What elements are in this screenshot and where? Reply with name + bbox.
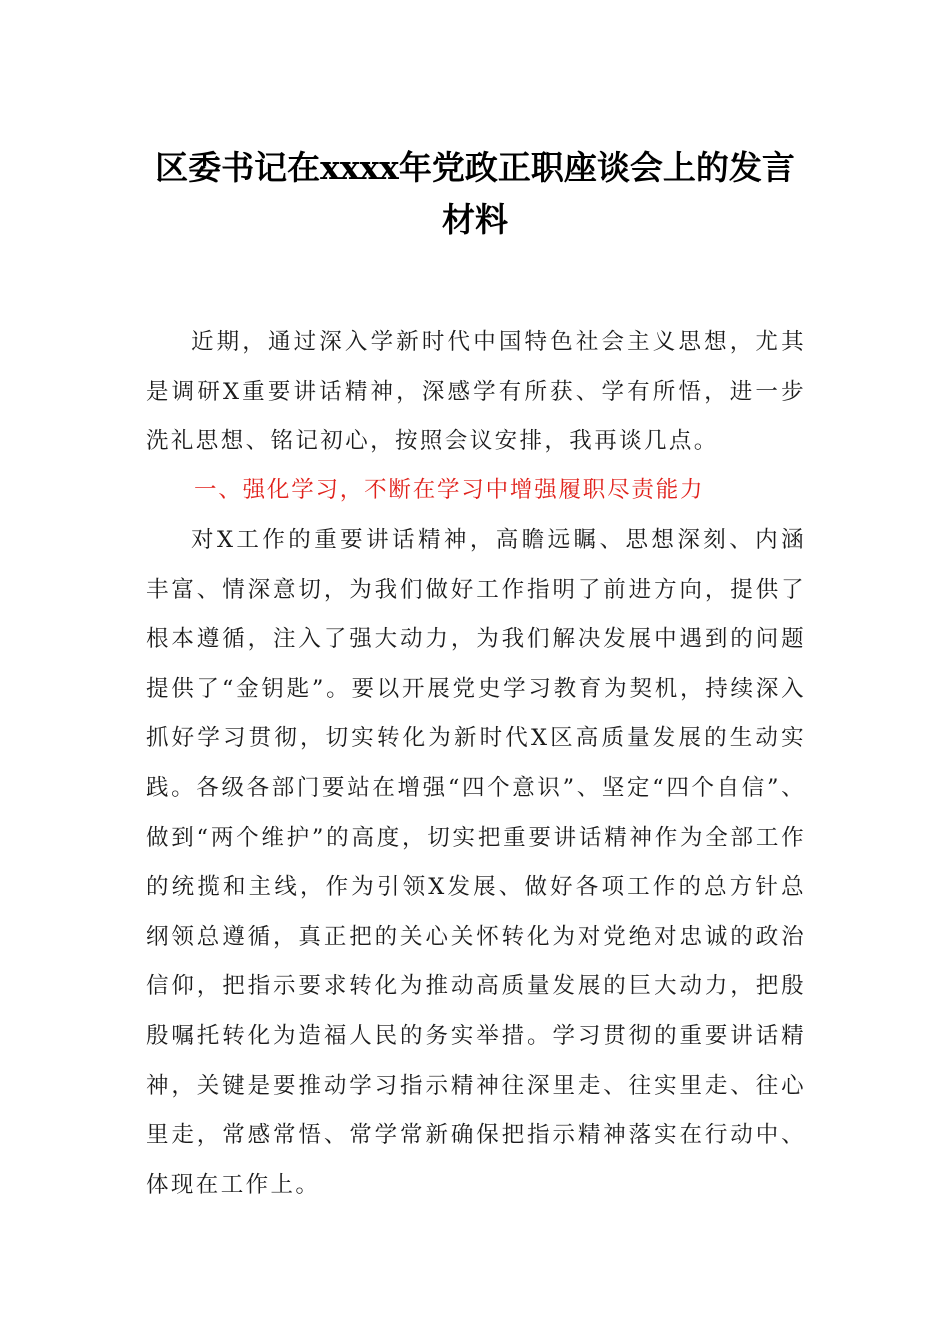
intro-paragraph: 近期，通过深入学新时代中国特色社会主义思想，尤其是调研X重要讲话精神，深感学有所获、学有所悟，进一步洗礼思想、铭记初心，按照会议安排，我再谈几点。	[146, 329, 806, 455]
document-title: 区委书记在xxxx年党政正职座谈会上的发言材料	[155, 148, 795, 239]
section-heading: 一、强化学习，不断在学习中增强履职尽责能力	[194, 477, 705, 503]
body-paragraph: 对X工作的重要讲话精神，高瞻远瞩、思想深刻、内涵丰富、情深意切，为我们做好工作指明了前进方向，提供了根本遵循，注入了强大动力，为我们解决发展中遇到的问题提供了“金钥匙”。要以开展党史学习教育为契机，持续深入抓好学习贯彻，切实转化为新时代X区高质量发展的生动实践。各级各部门要站在增强“四个意识”、坚定“四个自信”、做到“两个维护”的高度，切实把重要讲话精神作为全部工作的统揽和主线，作为引领X发展、做好各项工作的总方针总纲领总遵循，真正把的关心关怀转化为对党绝对忠诚的政治信仰，把指示要求转化为推动高质量发展的巨大动力，把殷殷嘱托转化为造福人民的务实举措。学习贯彻的重要讲话精神，关键是要推动学习指示精神往深里走、往实里走、往心里走，常感常悟、常学常新确保把指示精神落实在行动中、体现在工作上。	[146, 527, 806, 1198]
